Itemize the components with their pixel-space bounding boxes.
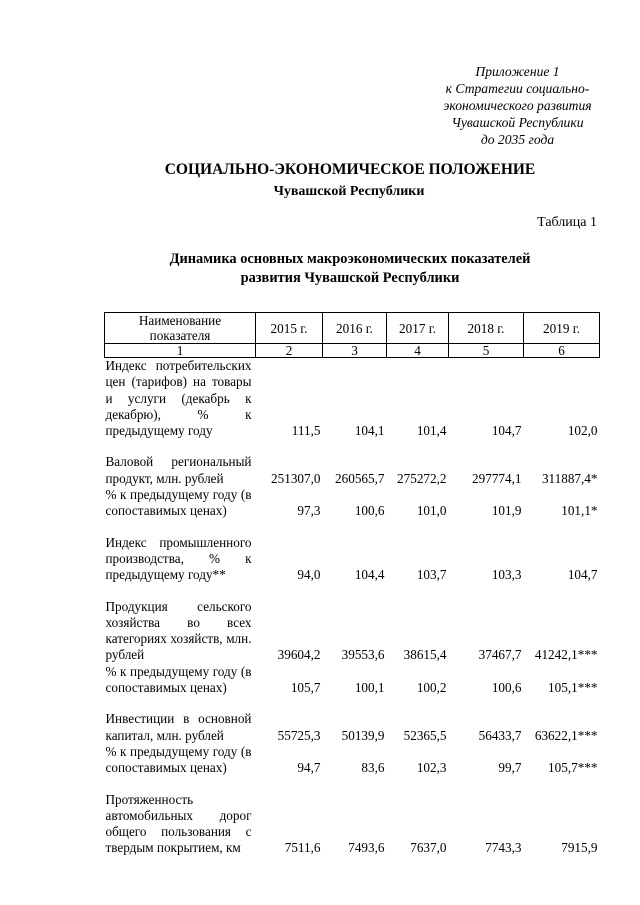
indicator-value: 100,2 [416,680,447,696]
row-spacer [105,696,600,711]
annex-line: Чувашской Республики [451,115,584,130]
indicator-value: 41242,1*** [534,647,598,663]
indicator-value: 251307,0 [271,470,321,486]
indicator-value: 7637,0 [410,840,447,856]
table-title [0,250,640,288]
indicator-value: 103,3 [491,567,522,583]
column-header-year: 2019 г. [524,313,600,344]
row-spacer [105,777,600,792]
indicator-value: 52365,5 [403,727,447,743]
column-header-year: 2015 г. [256,313,323,344]
indicator-value: 83,6 [361,760,385,776]
indicator-value: 101,4 [416,423,447,439]
indicator-value: 260565,7 [335,470,385,486]
indicator-value: 111,5 [291,423,321,439]
table-row [105,358,600,440]
indicator-name: Продукция сельского хозяйства во всех категориях хозяйств, млн. рублей [105,598,252,663]
table-row [105,487,600,520]
indicator-value: 311887,4* [541,470,598,486]
table-row [105,535,600,584]
column-header-year: 2016 г. [323,313,387,344]
indicator-name: Индекс потребительских цен (тарифов) на товары и услуги (декабрь к декабрю), % к предыдущему году [105,358,252,439]
indicator-value: 39553,6 [341,647,385,663]
indicator-value: 7511,6 [284,840,321,856]
indicator-value: 104,1 [354,423,385,439]
column-number: 5 [449,344,524,358]
indicator-name: Индекс промышленного производства, % к предыдущему году** [105,534,252,583]
indicator-value: 94,0 [297,567,321,583]
table-title-line: развития Чувашской Республики [240,270,460,286]
annex-line: до 2035 года [480,132,555,147]
indicator-value: 100,1 [354,680,385,696]
indicator-value: 275272,2 [397,470,447,486]
annex-line: экономического развития [443,98,592,113]
column-number-row [105,344,600,358]
table-row [105,711,600,744]
column-number: 3 [323,344,387,358]
row-spacer [105,520,600,535]
indicator-value: 101,9 [491,503,522,519]
indicator-value: 63622,1*** [534,727,598,743]
indicator-value: 38615,4 [403,647,447,663]
indicator-value: 97,3 [297,503,321,519]
indicator-value: 101,0 [416,503,447,519]
indicator-value: 100,6 [354,503,385,519]
indicator-value: 94,7 [297,760,321,776]
table-number-label: Таблица 1 [537,215,597,230]
row-spacer [105,584,600,599]
column-header-year: 2017 г. [387,313,449,344]
indicator-value: 104,7 [567,567,598,583]
table-row [105,792,600,857]
indicator-value: 102,0 [567,423,598,439]
document-title: СОЦИАЛЬНО-ЭКОНОМИЧЕСКОЕ ПОЛОЖЕНИЕ [164,161,536,178]
annex-note [400,63,635,148]
indicator-name: % к предыдущему году (в сопоставимых ценах) [105,743,252,776]
indicator-value: 99,7 [498,760,522,776]
document-subtitle: Чувашской Республики [273,184,425,199]
column-number: 2 [256,344,323,358]
column-header-indicator: Наименование показателя [105,313,256,344]
indicator-value: 7915,9 [561,840,598,856]
column-number: 1 [105,344,256,358]
indicator-value: 105,1*** [548,680,598,696]
indicator-name: % к предыдущему году (в сопоставимых ценах) [105,663,252,696]
indicator-value: 100,6 [491,680,522,696]
indicator-value: 7493,6 [348,840,385,856]
indicator-value: 104,4 [354,567,385,583]
table-row [105,664,600,697]
indicator-value: 104,7 [491,423,522,439]
table-row [105,454,600,487]
indicator-value: 103,7 [416,567,447,583]
indicator-value: 7743,3 [485,840,522,856]
indicator-value: 56433,7 [478,727,522,743]
indicator-value: 55725,3 [277,727,321,743]
table-header-row [105,313,600,344]
column-number: 4 [387,344,449,358]
row-spacer [105,439,600,454]
indicator-value: 102,3 [416,760,447,776]
annex-line: Приложение 1 [475,64,560,79]
indicator-value: 39604,2 [277,647,321,663]
table-row [105,599,600,664]
column-header-year: 2018 г. [449,313,524,344]
indicator-value: 105,7 [290,680,321,696]
indicators-table [104,312,600,857]
table-title-line: Динамика основных макроэкономических показателей [169,251,531,267]
indicator-name: Протяженность автомобильных дорог общего пользования с твердым покрытием, км [105,791,252,856]
indicator-name: Инвестиции в основной капитал, млн. рублей [105,711,252,743]
indicator-value: 101,1* [561,503,598,519]
indicator-name: % к предыдущему году (в сопоставимых ценах) [105,487,252,519]
table-row [105,744,600,777]
annex-line: к Стратегии социально- [445,81,590,96]
indicator-value: 37467,7 [478,647,522,663]
indicator-name: Валовой региональный продукт, млн. рублей [105,454,252,486]
indicator-value: 297774,1 [472,470,522,486]
indicator-value: 50139,9 [341,727,385,743]
indicator-value: 105,7*** [548,760,598,776]
column-number: 6 [524,344,600,358]
